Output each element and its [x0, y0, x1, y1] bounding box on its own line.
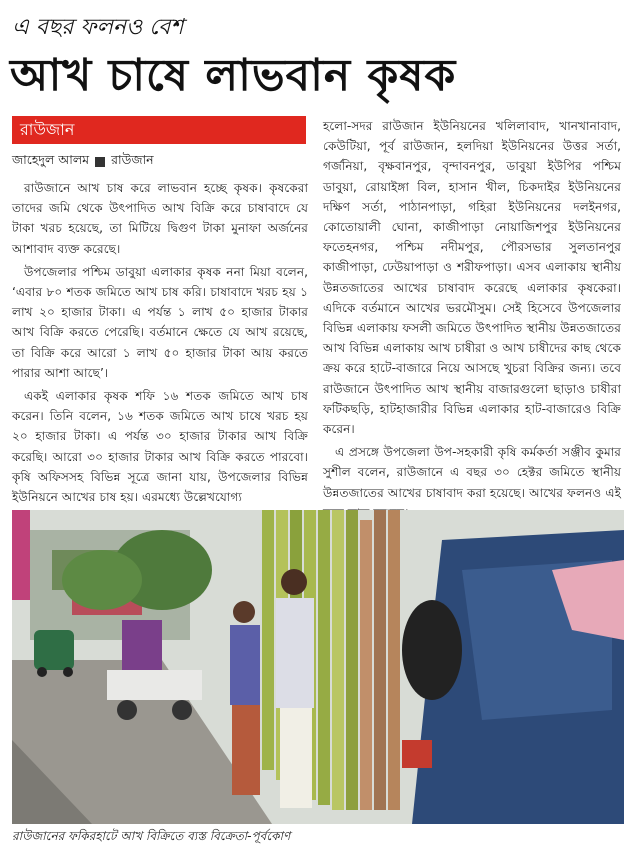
sugarcane-market-photo: [12, 510, 624, 824]
square-bullet-icon: [95, 157, 105, 167]
kicker: এ বছর ফলনও বেশ: [12, 15, 184, 40]
location-tag-label: রাউজান: [20, 120, 75, 139]
paragraph: একই এলাকার কৃষক শফি ১৬ শতক জমিতে আখ চাষ করেন। তিনি বলেন, ১৬ শতক জমিতে আখ চাষে খরচ হয় ২০ হাজার টাকা। এ পর্যন্ত ৩০ হাজার টাকার আখ বিক্রি করেছি। আরো ৩০ হাজার টাকার আখ বিক্রি করতে পারবো। কৃষি অফিসসহ বিভিন্ন সূত্রে জানা যায়, উপজেলার বিভিন্ন ইউনিয়নে আখের চাষ হয়। এরমধ্যে উল্লেখযোগ্য: [12, 389, 308, 505]
byline: [12, 152, 154, 172]
paragraph: রাউজানে আখ চাষ করে লাভবান হচ্ছে কৃষক। কৃষকেরা তাদের জমি থেকে উৎপাদিত আখ বিক্রি করে চাষাবাদে যে টাকা খরচ হয়েছে, তা মিটিয়ে দ্বিগুণ টাকা মুনাফা অর্জনের আশাবাদ ব্যক্ত করেছে।: [12, 181, 308, 256]
news-photo: [12, 510, 624, 824]
paragraph: এ প্রসঙ্গে উপজেলা উপ-সহকারী কৃষি কর্মকর্তা সঞ্জীব কুমার সুশীল বলেন, রাউজানে এ বছর ৩০ হেক্টর জমিতে স্থানীয় উন্নতজাতের আখের চাষাবাদ করা হয়েছে। আখের ফলনও এই: [323, 445, 621, 500]
location-tag: [12, 116, 306, 144]
byline-place: রাউজান: [111, 152, 154, 167]
byline-author: জাহেদুল আলম: [12, 152, 90, 167]
article-column-2: [323, 116, 621, 500]
headline: আখ চাষে লাভবান কৃষক: [10, 50, 457, 101]
paragraph: উপজেলার পশ্চিম ডাবুয়া এলাকার কৃষক ননা মিয়া বলেন, ‘এবার ৮০ শতক জমিতে আখ চাষ করি। চাষাবাদে খরচ হয় ১ লাখ ২০ হাজার টাকা। এ পর্যন্ত ১ লাখ ৫০ হাজার টাকার আখ বিক্রি করতে পেরেছি। বর্তমানে ক্ষেতে যে আখ রয়েছে, তা বিক্রি করে আরো ১ লাখ ৫০ হাজার টাকা আয় করতে পারার আশা আছে’।: [12, 264, 308, 380]
article-column-1: [12, 178, 308, 503]
photo-caption: রাউজানের ফকিরহাটে আখ বিক্রিতে ব্যস্ত বিক্রেতা-পূর্বকোণ: [12, 829, 291, 843]
paragraph: হলো-সদর রাউজান ইউনিয়নের খলিলাবাদ, খানখানাবাদ, কেউটিয়া, পূর্ব রাউজান, হলদিয়া ইউনিয়নের উত্তর সর্তা, গর্জনিয়া, বৃক্ষবানপুর, বৃন্দাবনপুর, ডাবুয়া ইউপির পশ্চিম ডাবুয়া, রোয়াইঙ্গা বিল, হাসান খীল, চিকদাইর ইউনিয়নের দক্ষিণ সর্তা, পাঠানপাড়া, গহিরা ইউনিয়নের দলইনগর, কোতোয়ালী ঘোনা, কাজীপাড়া নোয়াজিশপুর ইউনিয়নের ফতেহনগর, পশ্চিম নদীমপুর, পৌরসভার সুলতানপুর কাজীপাড়া, ঢেউয়াপাড়া ও শরীফপাড়া। এসব এলাকায় স্থানীয় উন্নতজাতের আখের চাষাবাদ করেছে এলাকার কৃষকেরা। এদিকে বর্তমানে আখের ভরমৌসুম। সেই হিসেবে উপজেলার বিভিন্ন এলাকায় ফসলী জমিতে উৎপাদিত স্থানীয় উন্নতজাতের আখ বিভিন্ন এলাকায় আখ চাষীরা ও আখ চাষীদের কাছ থেকে ক্রয় করে হাটে-বাজারে নিয়ে আসছে খুচরা বিক্রির জন্য। তবে রাউজানে উৎপাদিত আখ স্থানীয় বাজারগুলো ছাড়াও চাষীরা ফটিকছড়ি, হাটহাজারীর বিভিন্ন এলাকার হাট-বাজারেও বিক্রি করেন।: [323, 119, 621, 437]
